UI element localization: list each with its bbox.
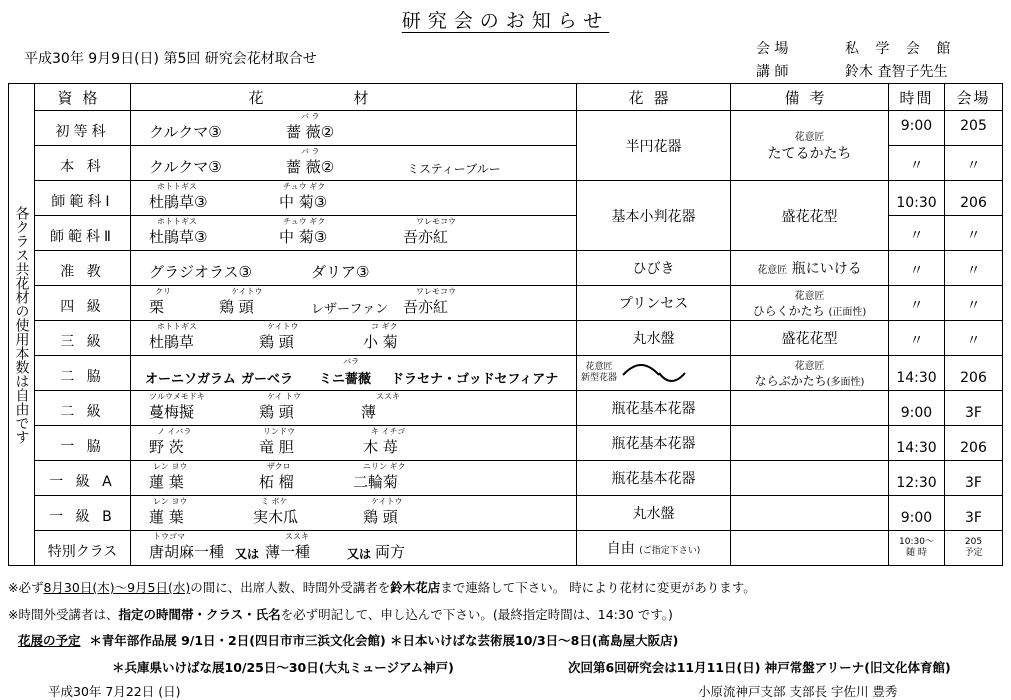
table-row xyxy=(9,461,1003,496)
room-cell: 〃 xyxy=(945,146,1003,181)
flowers-cell xyxy=(131,321,577,356)
remarks-text: たてるかたち xyxy=(767,146,852,162)
header-grade: 資格 xyxy=(35,84,131,111)
grade-cell: 一 級 A xyxy=(35,461,131,496)
grade-cell: 師範科Ⅱ xyxy=(35,216,131,251)
flower-item: 野 茨 xyxy=(149,438,184,456)
flower-ruby: ケイ トウ xyxy=(267,392,301,401)
remarks-cell xyxy=(731,496,889,531)
flower-item: 両方 xyxy=(375,543,406,561)
flower-item: ドラセナ・ゴッドセフィアナ xyxy=(391,372,559,387)
flower-item: 鶏 頭 xyxy=(259,333,294,351)
vessel-cell xyxy=(577,531,731,566)
venue-label: 会 場 xyxy=(756,41,789,57)
flower-item: 吾亦紅 xyxy=(403,298,449,316)
grade-cell: 准 教 xyxy=(35,251,131,286)
remarks-cell xyxy=(731,356,889,391)
header-room: 会場 xyxy=(945,84,1003,111)
flower-ruby: ケイトウ xyxy=(371,497,403,506)
deadline-text: 8月30日(木)〜9月5日(水) xyxy=(43,580,191,595)
flower-item: 吾亦紅 xyxy=(403,228,449,246)
flower-ruby: キ イチゴ xyxy=(371,427,406,436)
table-row xyxy=(9,286,1003,321)
table-row xyxy=(9,531,1003,566)
flower-schedule-table xyxy=(8,83,1003,566)
note-1: ※必ず8月30日(木)〜9月5日(水)の間に、出席人数、時間外受講者を鈴木花店まで連絡して下さい。 時により花材に変更があります。 xyxy=(8,580,756,595)
flower-ruby: ホトトギス xyxy=(157,182,197,191)
flower-item: グラジオラス③ xyxy=(149,263,252,281)
time-cell: 〃 xyxy=(889,146,945,181)
grade-cell: 二 脇 xyxy=(35,356,131,391)
flower-item: 柘 榴 xyxy=(259,473,294,491)
flower-item: レザーファン xyxy=(311,302,389,317)
time-cell: 10:30〜 随 時 xyxy=(889,531,945,566)
flower-ruby: コ ギク xyxy=(371,322,398,331)
flower-item: 杜鵑草③ xyxy=(149,228,208,246)
shop-name: 鈴木花店 xyxy=(390,580,441,595)
header-time: 時間 xyxy=(889,84,945,111)
vessel-cell: プリンセス xyxy=(577,286,731,321)
flowers-cell xyxy=(131,181,577,216)
remarks-cell: 盛花花型 xyxy=(731,321,889,356)
room-cell: 205 xyxy=(945,111,1003,146)
remarks-cell: 盛花花型 xyxy=(731,181,889,251)
remarks-cell xyxy=(731,531,889,566)
flower-ruby: バラ xyxy=(343,357,359,366)
room-cell: 〃 xyxy=(945,321,1003,356)
table-row xyxy=(9,111,1003,146)
table-row xyxy=(9,251,1003,286)
table-row xyxy=(9,426,1003,461)
vessel-cell: 瓶花基本花器 xyxy=(577,391,731,426)
flower-item: 蓮 葉 xyxy=(149,508,184,526)
venue: 私 学 会 館 xyxy=(845,41,957,57)
flower-item: 又は xyxy=(235,547,260,561)
remarks-cell xyxy=(731,426,889,461)
remarks-small: 花意匠 xyxy=(794,361,825,372)
vessel-cell: 丸水盤 xyxy=(577,496,731,531)
vessel-cell xyxy=(577,356,731,391)
flower-ruby: バ ラ xyxy=(301,112,320,121)
flower-ruby: ススキ xyxy=(285,532,309,541)
remarks-cell xyxy=(731,251,889,286)
page-title: 研究会のお知らせ xyxy=(401,10,610,32)
time-cell: 10:30 xyxy=(889,181,945,216)
table-row xyxy=(9,181,1003,216)
table-row xyxy=(9,356,1003,391)
flower-ruby: ワレモコウ xyxy=(416,217,456,226)
time-cell: 〃 xyxy=(889,251,945,286)
flower-item: 木 苺 xyxy=(363,438,398,456)
note-2: ※時間外受講者は、指定の時間帯・クラス・氏名を必ず明記して、申し込んで下さい。(最終指定時間は、14:30 です。) xyxy=(8,607,673,622)
grade-cell: 一 級 B xyxy=(35,496,131,531)
time-cell: 14:30 xyxy=(889,426,945,461)
room-cell: 〃 xyxy=(945,286,1003,321)
remarks-text: ならぶかたち xyxy=(754,374,827,388)
time-cell: 9:00 xyxy=(889,391,945,426)
flower-item: 鶏 頭 xyxy=(219,298,254,316)
grade-cell: 特別クラス xyxy=(35,531,131,566)
room-cell: 206 xyxy=(945,356,1003,391)
flowers-cell xyxy=(131,391,577,426)
flower-item: 杜鵑草③ xyxy=(149,193,208,211)
header-vessel: 花器 xyxy=(577,84,731,111)
room-cell: 206 xyxy=(945,181,1003,216)
flower-ruby: ホトトギス xyxy=(157,322,197,331)
vessel-cell: 基本小判花器 xyxy=(577,181,731,251)
flower-item: ミスティーブルー xyxy=(407,162,501,176)
flower-ruby: ザクロ xyxy=(267,462,291,471)
issue-date: 平成30年 7月22日 (日) xyxy=(48,684,181,699)
flower-item: 竜 胆 xyxy=(259,438,294,456)
flower-item: 鶏 頭 xyxy=(363,508,398,526)
room-cell: 3F xyxy=(945,391,1003,426)
remarks-small: 花意匠 xyxy=(794,132,825,143)
new-vessel-icon xyxy=(621,359,691,387)
flower-item: 又は xyxy=(347,547,372,561)
flower-item: クルクマ③ xyxy=(149,123,222,141)
flower-item: 二輪菊 xyxy=(353,473,399,491)
flower-ruby: ノ イバラ xyxy=(157,427,192,436)
remarks-small: 花意匠 xyxy=(794,291,825,302)
remarks-note: (正面性) xyxy=(828,307,867,318)
flower-item: 中 菊③ xyxy=(279,228,328,246)
flower-ruby: ススキ xyxy=(376,392,400,401)
time-cell: 〃 xyxy=(889,216,945,251)
issuer: 小原流神戸支部 支部長 宇佐川 豊秀 xyxy=(698,684,898,699)
remarks-note: (多面性) xyxy=(826,377,865,388)
flower-ruby: ミ ボケ xyxy=(261,497,288,506)
vessel-cell: 半円花器 xyxy=(577,111,731,181)
vessel-cell: 瓶花基本花器 xyxy=(577,426,731,461)
flower-item: オーニソガラム xyxy=(145,372,236,387)
flower-ruby: レン ヨウ xyxy=(153,462,188,471)
remarks-text: ひらくかたち xyxy=(752,304,825,318)
table-row xyxy=(9,391,1003,426)
grade-cell: 本 科 xyxy=(35,146,131,181)
grade-cell: 四 級 xyxy=(35,286,131,321)
vessel-cell: 丸水盤 xyxy=(577,321,731,356)
header-flowers: 花材 xyxy=(131,84,577,111)
grade-cell: 一 脇 xyxy=(35,426,131,461)
flower-item: 薔 薇② xyxy=(286,123,335,141)
flower-item: 小 菊 xyxy=(363,333,398,351)
flower-item: 薔 薇② xyxy=(286,158,335,176)
note-4b: 次回第6回研究会は11月11日(日) 神戸常盤アリーナ(旧文化体育館) xyxy=(568,660,951,675)
flower-item: 中 菊③ xyxy=(279,193,328,211)
flower-item: 鶏 頭 xyxy=(259,403,294,421)
remarks-cell xyxy=(731,286,889,321)
flowers-cell xyxy=(131,356,577,391)
flower-ruby: リンドウ xyxy=(263,427,295,436)
lecturer: 鈴木 査智子先生 xyxy=(845,64,948,80)
time-cell: 9:00 xyxy=(889,496,945,531)
vessel-cell: ひびき xyxy=(577,251,731,286)
flower-item: 薄一種 xyxy=(265,543,311,561)
flower-item: 蓮 葉 xyxy=(149,473,184,491)
flower-item: ガーベラ xyxy=(241,372,294,387)
flower-ruby: バ ラ xyxy=(301,147,320,156)
note-3: 花展の予定 ＊青年部作品展 9/1日・2日(四日市市三浜文化会館) ＊日本いけばな芸術展10/3日〜8日(髙島屋大阪店) xyxy=(18,633,679,648)
exhibition-schedule-heading: 花展の予定 xyxy=(18,633,81,648)
room-cell: 206 xyxy=(945,426,1003,461)
flower-item: 杜鵑草 xyxy=(149,333,195,351)
header-remarks: 備考 xyxy=(731,84,889,111)
flower-ruby: ワレモコウ xyxy=(416,287,456,296)
grade-cell: 初等科 xyxy=(35,111,131,146)
side-note: 各クラス共花材の使用本数は自由です xyxy=(9,84,35,566)
remarks-cell xyxy=(731,391,889,426)
flower-item: 唐胡麻一種 xyxy=(149,543,225,561)
flower-item: 実木瓜 xyxy=(253,508,299,526)
vessel-small: 花意匠 新型花器 xyxy=(581,362,618,383)
room-cell: 〃 xyxy=(945,251,1003,286)
flower-ruby: ケイトウ xyxy=(267,322,299,331)
flower-ruby: レン ヨウ xyxy=(153,497,188,506)
time-cell: 〃 xyxy=(889,286,945,321)
flower-item: ダリア③ xyxy=(311,263,370,281)
time-cell: 9:00 xyxy=(889,111,945,146)
flower-ruby: ツルウメモドキ xyxy=(149,392,205,401)
table-row xyxy=(9,321,1003,356)
date-line: 平成30年 9月9日(日) 第5回 研究会花材取合せ xyxy=(24,51,317,67)
flower-item: 薄 xyxy=(361,403,377,421)
flowers-cell xyxy=(131,461,577,496)
flower-item: ミニ薔薇 xyxy=(319,372,372,387)
room-cell: 〃 xyxy=(945,216,1003,251)
table-header-row xyxy=(9,84,1003,111)
remarks-small: 花意匠 xyxy=(757,265,788,276)
time-cell: 〃 xyxy=(889,321,945,356)
time-cell: 14:30 xyxy=(889,356,945,391)
flowers-cell xyxy=(131,531,577,566)
time-cell: 12:30 xyxy=(889,461,945,496)
flower-ruby: ケイトウ xyxy=(231,287,263,296)
flower-ruby: ホトトギス xyxy=(157,217,197,226)
room-cell: 205 予定 xyxy=(945,531,1003,566)
flower-ruby: ニリン ギク xyxy=(363,462,406,471)
flowers-cell xyxy=(131,111,577,146)
remarks-cell xyxy=(731,111,889,181)
flower-item: 栗 xyxy=(149,298,165,316)
flowers-cell xyxy=(131,251,577,286)
flowers-cell xyxy=(131,146,577,181)
note-4a: ＊兵庫県いけばな展10/25日〜30日(大丸ミュージアム神戸) xyxy=(112,660,454,675)
vessel-text: 自由 xyxy=(606,541,635,557)
remarks-text: 瓶にいける xyxy=(791,261,862,277)
lecturer-label: 講 師 xyxy=(756,64,789,80)
flower-ruby: クリ xyxy=(155,287,171,296)
vessel-cell: 瓶花基本花器 xyxy=(577,461,731,496)
vessel-note: (ご指定下さい) xyxy=(639,546,701,556)
flower-ruby: チュウ ギク xyxy=(283,182,326,191)
flowers-cell xyxy=(131,216,577,251)
grade-cell: 二 級 xyxy=(35,391,131,426)
grade-cell: 師範科Ⅰ xyxy=(35,181,131,216)
grade-cell: 三 級 xyxy=(35,321,131,356)
flower-ruby: チュウ ギク xyxy=(283,217,326,226)
flowers-cell xyxy=(131,286,577,321)
flowers-cell xyxy=(131,426,577,461)
table-row xyxy=(9,496,1003,531)
room-cell: 3F xyxy=(945,461,1003,496)
room-cell: 3F xyxy=(945,496,1003,531)
flower-ruby: トウゴマ xyxy=(153,532,185,541)
flower-item: クルクマ③ xyxy=(149,158,222,176)
flower-item: 蔓梅擬 xyxy=(149,403,195,421)
remarks-cell xyxy=(731,461,889,496)
flowers-cell xyxy=(131,496,577,531)
